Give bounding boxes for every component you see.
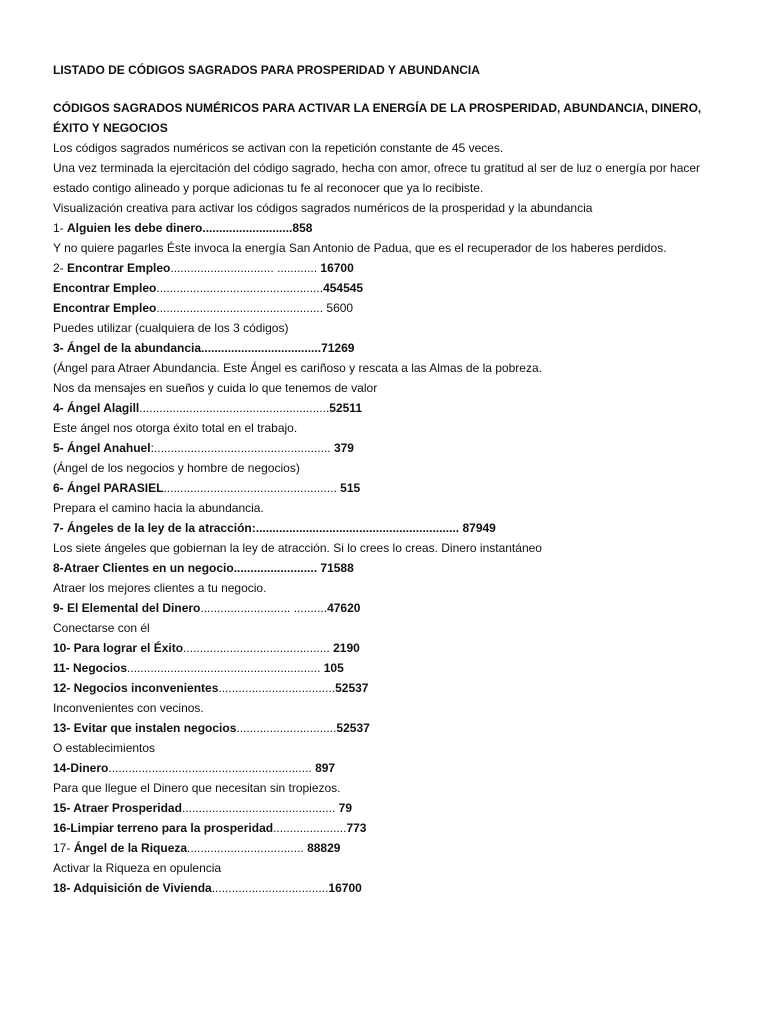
code-name: 15- Atraer Prosperidad <box>53 801 182 815</box>
code-leader-dots: ............................................ <box>183 641 334 655</box>
code-entry-4 <box>53 398 733 418</box>
code-note: Conectarse con él <box>53 621 150 635</box>
code-entry-17 <box>53 838 733 858</box>
code-entry-3 <box>53 338 733 358</box>
code-name: 9- El Elemental del Dinero <box>53 601 201 615</box>
intro-paragraph: Una vez terminada la ejercitación del código sagrado, hecha con amor, ofrece tu gratitud al ser de luz o energía por hacer estado contigo alineado y porque adicionas tu fe al reconocer que ya lo recibiste. <box>53 161 701 195</box>
code-name: 18- Adquisición de Vivienda <box>53 881 212 895</box>
code-name: 6- Ángel PARASIEL <box>53 481 164 495</box>
code-note: Nos da mensajes en sueños y cuida lo que tenemos de valor <box>53 381 378 395</box>
code-note: Y no quiere pagarles Éste invoca la energía San Antonio de Padua, que es el recuperador de los haberes perdidos. <box>53 241 667 255</box>
code-value: 379 <box>333 441 354 455</box>
code-note: Para que llegue el Dinero que necesitan sin tropiezos. <box>53 781 341 795</box>
code-value: 16700 <box>320 261 354 275</box>
code-number-prefix: 1- <box>53 221 68 235</box>
code-entry-9 <box>53 598 733 618</box>
code-name: 10- Para lograr el Éxito <box>53 641 184 655</box>
code-value: 897 <box>315 761 336 775</box>
code-entry-12 <box>53 678 733 698</box>
code-entry-7 <box>53 518 733 538</box>
code-value: 88829 <box>307 841 341 855</box>
code-leader-dots: ................................... <box>218 681 336 695</box>
code-entry-6 <box>53 478 733 498</box>
code-entry-1 <box>53 218 733 238</box>
code-value: 47620 <box>327 601 361 615</box>
code-value: 515 <box>340 481 361 495</box>
code-leader-dots: ............................................................. <box>255 521 463 535</box>
code-name: 7- Ángeles de la ley de la atracción: <box>53 521 256 535</box>
code-leader-dots: .................................................... <box>163 481 341 495</box>
intro-paragraph: Visualización creativa para activar los códigos sagrados numéricos de la prosperidad y la abundancia <box>53 201 593 215</box>
code-entry-10 <box>53 638 733 658</box>
code-note: Activar la Riqueza en opulencia <box>53 861 222 875</box>
code-name: Encontrar Empleo <box>67 261 171 275</box>
code-name: 12- Negocios inconvenientes <box>53 681 219 695</box>
code-note: Este ángel nos otorga éxito total en el trabajo. <box>53 421 298 435</box>
code-leader-dots: ......................... <box>233 561 321 575</box>
code-leader-dots: .................................................. <box>156 281 324 295</box>
code-name: 5- Ángel Anahuel <box>53 441 151 455</box>
code-leader-dots: .............................................. <box>181 801 339 815</box>
code-note: Inconvenientes con vecinos. <box>53 701 204 715</box>
code-name: 8-Atraer Clientes en un negocio <box>53 561 234 575</box>
code-entry-11 <box>53 658 733 678</box>
code-name: Encontrar Empleo <box>53 281 157 295</box>
code-value: 454545 <box>323 281 364 295</box>
code-name: Alguien les debe dinero <box>67 221 203 235</box>
code-entry-2a <box>53 258 733 278</box>
code-note: (Ángel para Atraer Abundancia. Este Ángel es cariñoso y rescata a las Almas de la pobreza. <box>53 361 542 375</box>
code-entry-2b <box>53 278 733 298</box>
code-name: 16-Limpiar terreno para la prosperidad <box>53 821 274 835</box>
code-leader-dots: ........................... .......... <box>200 601 328 615</box>
code-leader-dots: ............................................................. <box>108 761 316 775</box>
document-title: LISTADO DE CÓDIGOS SAGRADOS PARA PROSPERIDAD Y ABUNDANCIA <box>53 63 480 77</box>
code-leader-dots: ................................... <box>187 841 308 855</box>
code-name: Ángel de la Riqueza <box>73 841 188 855</box>
code-entry-15 <box>53 798 733 818</box>
code-leader-dots: .................................... <box>201 341 322 355</box>
code-leader-dots: :..................................................... <box>150 441 334 455</box>
code-leader-dots: ............................... ............ <box>170 261 321 275</box>
code-value: 105 <box>323 661 344 675</box>
code-leader-dots: .......................................................... <box>127 661 324 675</box>
code-value: 2190 <box>333 641 360 655</box>
code-name: 11- Negocios <box>53 661 128 675</box>
code-name: 13- Evitar que instalen negocios <box>53 721 237 735</box>
code-entry-13 <box>53 718 733 738</box>
code-leader-dots: .................................................. <box>156 301 327 315</box>
code-value: 16700 <box>328 881 362 895</box>
code-entry-8 <box>53 558 733 578</box>
code-note: O establecimientos <box>53 741 156 755</box>
code-leader-dots: ................................... <box>211 881 329 895</box>
code-leader-dots: ......................................................... <box>139 401 330 415</box>
code-value: 52511 <box>329 401 362 415</box>
code-entry-14 <box>53 758 733 778</box>
code-note: Puedes utilizar (cualquiera de los 3 códigos) <box>53 321 289 335</box>
code-value: 79 <box>338 801 352 815</box>
intro-paragraph: Los códigos sagrados numéricos se activan con la repetición constante de 45 veces. <box>53 141 504 155</box>
code-entry-2c <box>53 298 733 318</box>
code-value: 5600 <box>326 301 354 315</box>
code-value: 773 <box>346 821 367 835</box>
code-leader-dots: ...................... <box>273 821 347 835</box>
code-entry-16 <box>53 818 733 838</box>
code-value: 87949 <box>462 521 496 535</box>
code-note: Prepara el camino hacia la abundancia. <box>53 501 264 515</box>
code-entry-18 <box>53 878 733 898</box>
code-note: Los siete ángeles que gobiernan la ley de atracción. Si lo crees lo creas. Dinero instantáneo <box>53 541 542 555</box>
code-value: 858 <box>292 221 313 235</box>
code-name: Encontrar Empleo <box>53 301 157 315</box>
code-leader-dots: ........................... <box>202 221 293 235</box>
code-value: 52537 <box>336 721 370 735</box>
code-entry-5 <box>53 438 733 458</box>
code-name: 14-Dinero <box>53 761 109 775</box>
code-value: 71588 <box>320 561 354 575</box>
code-number-prefix: 17- <box>53 841 74 855</box>
code-leader-dots: .............................. <box>236 721 337 735</box>
document-page <box>53 58 733 898</box>
code-note: Atraer los mejores clientes a tu negocio. <box>53 581 267 595</box>
section-heading: CÓDIGOS SAGRADOS NUMÉRICOS PARA ACTIVAR LA ENERGÍA DE LA PROSPERIDAD, ABUNDANCIA, DINERO, ÉXITO Y NEGOCIOS <box>53 101 702 135</box>
code-name: 3- Ángel de la abundancia <box>53 341 202 355</box>
code-value: 52537 <box>335 681 369 695</box>
code-name: 4- Ángel Alagill <box>53 401 140 415</box>
code-number-prefix: 2- <box>53 261 68 275</box>
code-note: (Ángel de los negocios y hombre de negocios) <box>53 461 300 475</box>
code-value: 71269 <box>321 341 355 355</box>
